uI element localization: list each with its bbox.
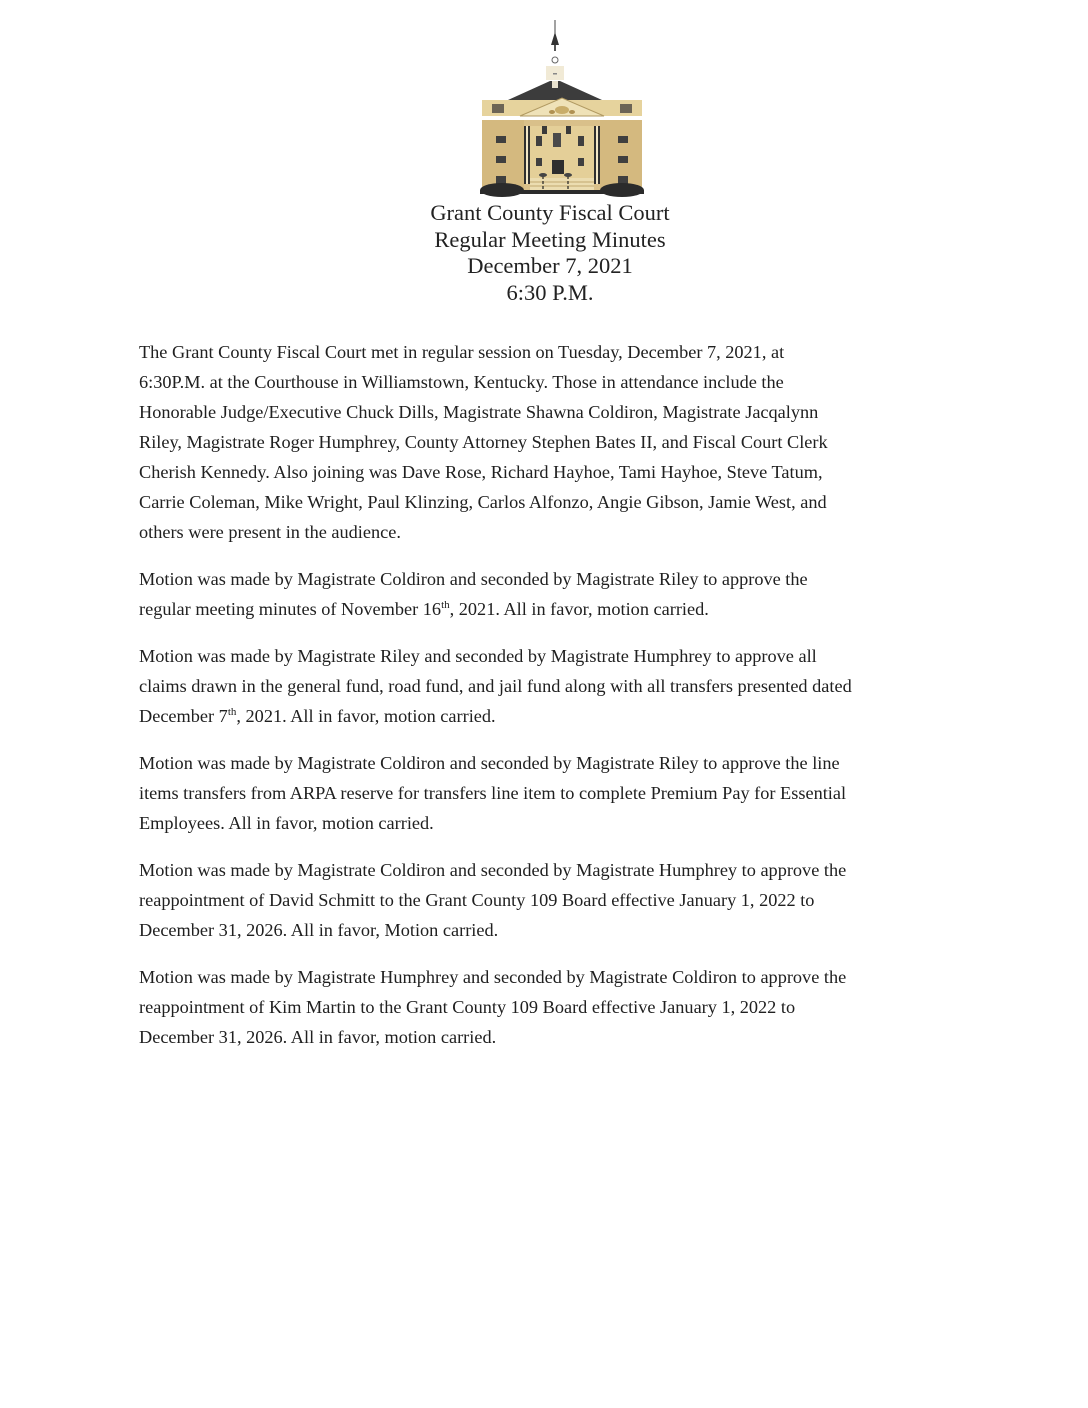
meeting-date: December 7, 2021 bbox=[467, 253, 633, 278]
courthouse-icon bbox=[470, 18, 650, 200]
ordinal-suffix: th bbox=[227, 706, 237, 718]
text-fragment: , 2021. All in favor, motion carried. bbox=[449, 599, 709, 619]
text-line: Riley, Magistrate Roger Humphrey, County Attorney Stephen Bates II, and Fiscal Court Clerk bbox=[139, 432, 828, 452]
text-fragment: , 2021. All in favor, motion carried. bbox=[236, 706, 496, 726]
motion-approve-claims bbox=[139, 641, 979, 731]
organization-name: Grant County Fiscal Court bbox=[430, 200, 670, 225]
text-line: Motion was made by Magistrate Coldiron and seconded by Magistrate Humphrey to approve the bbox=[139, 860, 847, 880]
text-line: reappointment of David Schmitt to the Grant County 109 Board effective January 1, 2022 to bbox=[139, 890, 815, 910]
meeting-time: 6:30 P.M. bbox=[506, 279, 594, 305]
minutes-body bbox=[139, 337, 979, 1069]
text-line: Employees. All in favor, motion carried. bbox=[139, 813, 434, 833]
motion-arpa-transfers bbox=[139, 748, 979, 838]
text-line: claims drawn in the general fund, road fund, and jail fund along with all transfers presented dated bbox=[139, 676, 852, 696]
motion-approve-minutes bbox=[139, 564, 979, 624]
text-line: December 31, 2026. All in favor, Motion carried. bbox=[139, 920, 499, 940]
text-line: others were present in the audience. bbox=[139, 522, 401, 542]
document-header bbox=[0, 200, 1088, 306]
text-line bbox=[139, 594, 979, 624]
text-line: December 31, 2026. All in favor, motion carried. bbox=[139, 1027, 497, 1047]
motion-reappoint-martin bbox=[139, 962, 979, 1052]
text-line: 6:30P.M. at the Courthouse in Williamstown, Kentucky. Those in attendance include the bbox=[139, 372, 784, 392]
text-line: Motion was made by Magistrate Coldiron and seconded by Magistrate Riley to approve the bbox=[139, 569, 808, 589]
text-fragment: December 7 bbox=[139, 706, 228, 726]
ordinal-suffix: th bbox=[441, 599, 450, 611]
text-line: Cherish Kennedy. Also joining was Dave Rose, Richard Hayhoe, Tami Hayhoe, Steve Tatum, bbox=[139, 462, 823, 482]
motion-reappoint-schmitt bbox=[139, 855, 979, 945]
text-line: Motion was made by Magistrate Humphrey and seconded by Magistrate Coldiron to approve the bbox=[139, 967, 847, 987]
document-title: Regular Meeting Minutes bbox=[434, 226, 666, 252]
text-fragment: regular meeting minutes of November 16 bbox=[139, 599, 442, 619]
text-line: items transfers from ARPA reserve for transfers line item to complete Premium Pay for Essential bbox=[139, 783, 847, 803]
text-line: The Grant County Fiscal Court met in regular session on Tuesday, December 7, 2021, at bbox=[139, 342, 785, 362]
text-line: Honorable Judge/Executive Chuck Dills, Magistrate Shawna Coldiron, Magistrate Jacqalynn bbox=[139, 402, 819, 422]
text-line: Motion was made by Magistrate Riley and seconded by Magistrate Humphrey to approve all bbox=[139, 646, 817, 666]
text-line bbox=[139, 701, 979, 731]
text-line: Carrie Coleman, Mike Wright, Paul Klinzing, Carlos Alfonzo, Angie Gibson, Jamie West, and bbox=[139, 492, 827, 512]
attendance-paragraph bbox=[139, 337, 979, 547]
text-line: reappointment of Kim Martin to the Grant County 109 Board effective January 1, 2022 to bbox=[139, 997, 796, 1017]
courthouse-logo bbox=[470, 18, 650, 200]
text-line: Motion was made by Magistrate Coldiron and seconded by Magistrate Riley to approve the line bbox=[139, 753, 840, 773]
